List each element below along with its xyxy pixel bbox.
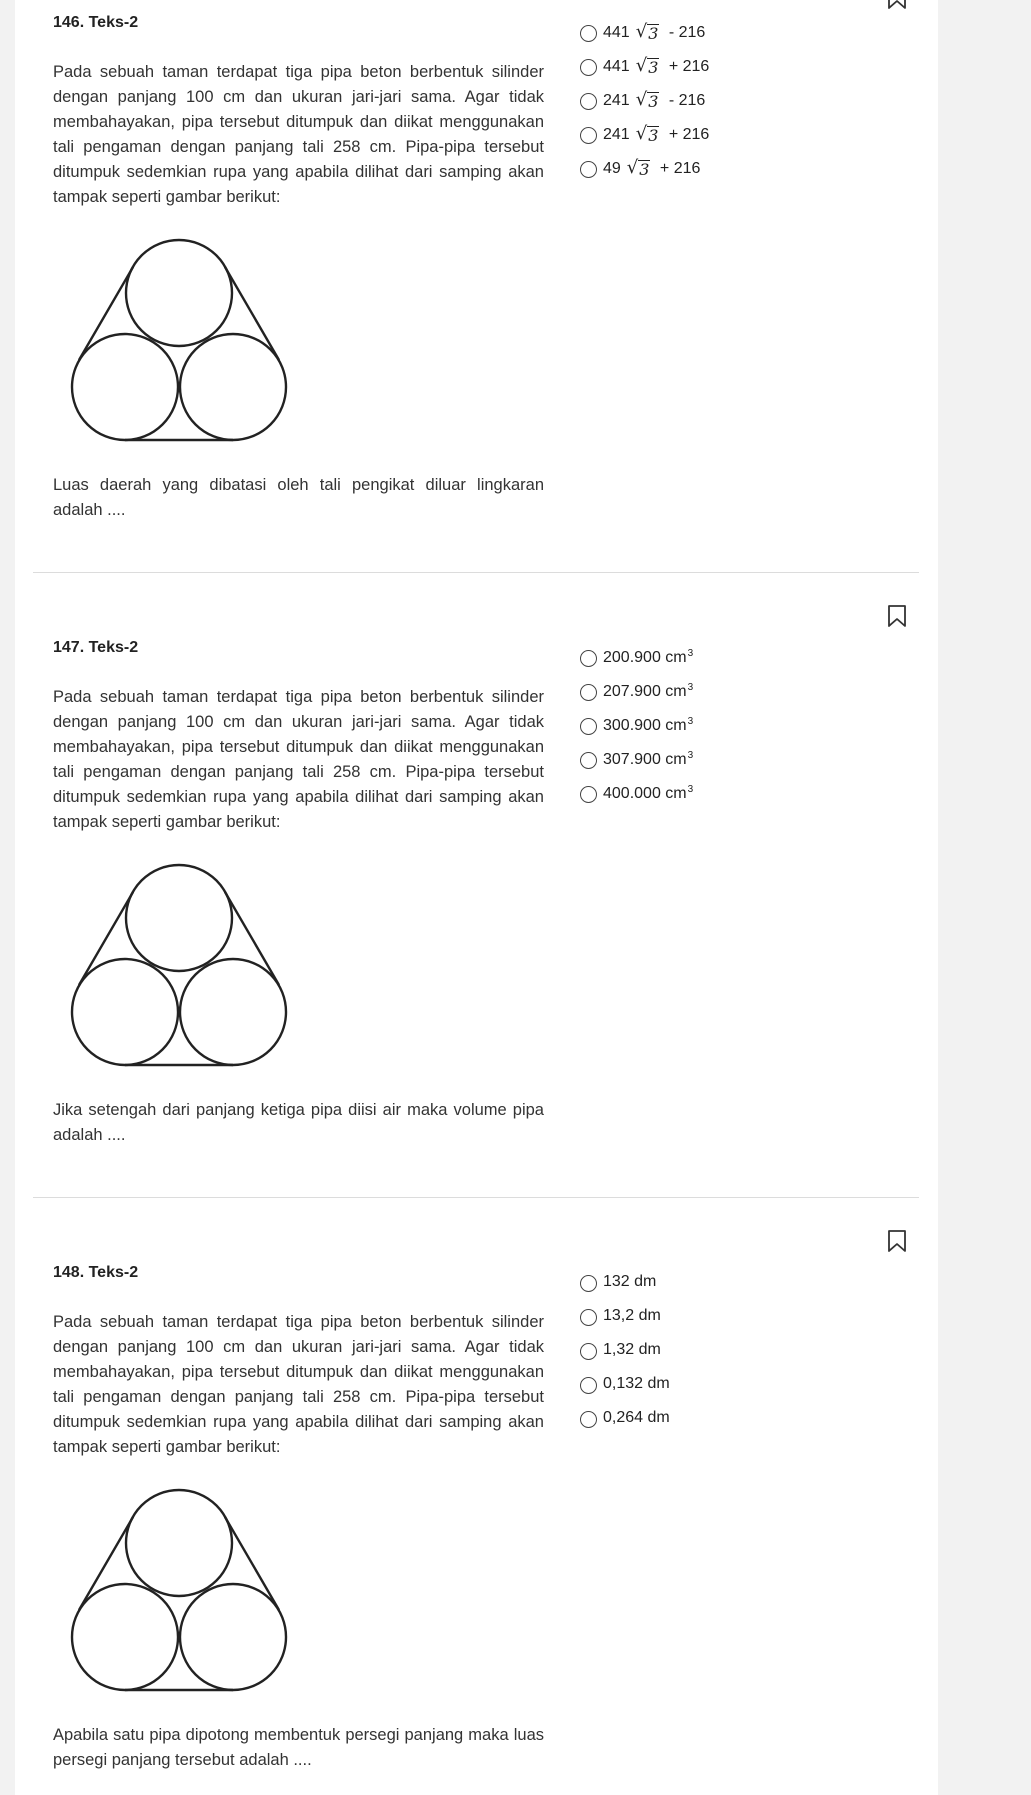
sqrt-symbol: √ 3 [635, 20, 659, 43]
radio-button[interactable] [580, 1309, 597, 1326]
option-c[interactable]: 241 √ 3 - 216 [580, 90, 705, 110]
option-b[interactable]: 207.900 $cm^3$ [580, 681, 693, 701]
sqrt-symbol: √ 3 [635, 54, 659, 77]
sqrt-symbol: √ 3 [635, 88, 659, 111]
question-number: 146. Teks-2 [53, 14, 139, 31]
radio-button[interactable] [580, 127, 597, 144]
question-prompt: Luas daerah yang dibatasi oleh tali pengikat diluar lingkaran adalah .... [53, 476, 544, 519]
question-divider [33, 572, 919, 573]
question-text: Pada sebuah taman terdapat tiga pipa beton berbentuk silinder dengan panjang 100 cm dan ukuran jari-jari sama. Agar tidak membahayakan, pipa tersebut ditumpuk dan diikat menggunakan tali pengaman dengan panjang tali 258 cm. Pipa-pipa tersebut ditumpuk sedemkian rupa yang apabila dilihat dari samping akan tampak seperti gambar berikut: [53, 1313, 544, 1456]
radio-button[interactable] [580, 1275, 597, 1292]
bookmark-icon[interactable] [887, 604, 907, 628]
stacked-pipes-figure [53, 1482, 293, 1702]
option-e[interactable]: 0,264 dm [580, 1408, 670, 1428]
option-a[interactable]: 441 √ 3 - 216 [580, 22, 705, 42]
question-divider [33, 1197, 919, 1198]
radio-button[interactable] [580, 650, 597, 667]
radio-button[interactable] [580, 1343, 597, 1360]
option-b[interactable]: 13,2 dm [580, 1306, 661, 1326]
radio-button[interactable] [580, 93, 597, 110]
option-e[interactable]: 400.000 $cm^3$ [580, 783, 693, 803]
option-c[interactable]: 1,32 dm [580, 1340, 661, 1360]
sqrt-symbol: √ 3 [635, 122, 659, 145]
radio-button[interactable] [580, 161, 597, 178]
sqrt-symbol: √ 3 [626, 156, 650, 179]
question-panel [15, 0, 938, 1795]
stacked-pipes-figure [53, 857, 293, 1077]
question-number: 147. Teks-2 [53, 639, 139, 656]
question-text: Pada sebuah taman terdapat tiga pipa beton berbentuk silinder dengan panjang 100 cm dan ukuran jari-jari sama. Agar tidak membahayakan, pipa tersebut ditumpuk dan diikat menggunakan tali pengaman dengan panjang tali 258 cm. Pipa-pipa tersebut ditumpuk sedemkian rupa yang apabila dilihat dari samping akan tampak seperti gambar berikut: [53, 688, 544, 831]
bookmark-icon[interactable] [887, 0, 907, 10]
question-prompt: Jika setengah dari panjang ketiga pipa diisi air maka volume pipa adalah .... [53, 1101, 544, 1144]
option-d[interactable]: 307.900 $cm^3$ [580, 749, 693, 769]
radio-button[interactable] [580, 684, 597, 701]
option-d[interactable]: 0,132 dm [580, 1374, 670, 1394]
option-a[interactable]: 200.900 $cm^3$ [580, 647, 693, 667]
option-d[interactable]: 241 √ 3 + 216 [580, 124, 709, 144]
option-c[interactable]: 300.900 $cm^3$ [580, 715, 693, 735]
option-b[interactable]: 441 √ 3 + 216 [580, 56, 709, 76]
radio-button[interactable] [580, 1411, 597, 1428]
stacked-pipes-figure [53, 232, 293, 452]
question-number: 148. Teks-2 [53, 1264, 139, 1281]
bookmark-icon[interactable] [887, 1229, 907, 1253]
radio-button[interactable] [580, 786, 597, 803]
radio-button[interactable] [580, 718, 597, 735]
question-prompt: Apabila satu pipa dipotong membentuk persegi panjang maka luas persegi panjang tersebut adalah .... [53, 1726, 544, 1769]
option-a[interactable]: 132 dm [580, 1272, 656, 1292]
radio-button[interactable] [580, 59, 597, 76]
radio-button[interactable] [580, 1377, 597, 1394]
question-text: Pada sebuah taman terdapat tiga pipa beton berbentuk silinder dengan panjang 100 cm dan ukuran jari-jari sama. Agar tidak membahayakan, pipa tersebut ditumpuk dan diikat menggunakan tali pengaman dengan panjang tali 258 cm. Pipa-pipa tersebut ditumpuk sedemkian rupa yang apabila dilihat dari samping akan tampak seperti gambar berikut: [53, 63, 544, 206]
radio-button[interactable] [580, 25, 597, 42]
option-e[interactable]: 49 √ 3 + 216 [580, 158, 700, 178]
radio-button[interactable] [580, 752, 597, 769]
